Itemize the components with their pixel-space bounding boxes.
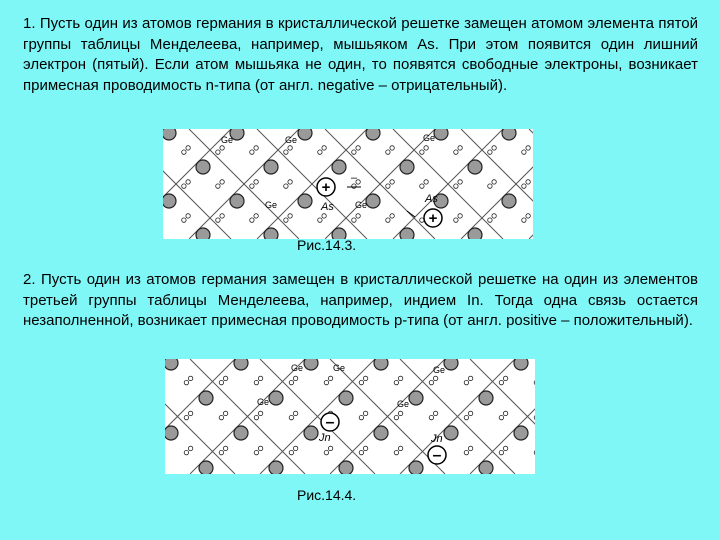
bond-electron (289, 380, 293, 384)
impurity-atom-as-1 (317, 178, 335, 196)
germanium-atom (199, 391, 213, 405)
bond-electron (526, 146, 530, 150)
bond-electron (289, 450, 293, 454)
germanium-atom (514, 359, 528, 370)
bond-electron (254, 380, 258, 384)
bond-electron (258, 376, 262, 380)
germanium-atom (269, 461, 283, 474)
bond-electron (398, 446, 402, 450)
label-ge: Ge (221, 135, 234, 145)
bond-electron (394, 415, 398, 419)
bond-electron (293, 446, 297, 450)
bond-electron (216, 218, 220, 222)
figure-caption-14-3: Рис.14.3. (297, 237, 357, 253)
germanium-atom (374, 359, 388, 370)
germanium-atom (366, 194, 380, 208)
bond-electron (258, 411, 262, 415)
germanium-atom (400, 160, 414, 174)
bond-electron (420, 184, 424, 188)
bond-electron (318, 150, 322, 154)
bond-electron (526, 180, 530, 184)
paragraph-n-type: 1. Пусть один из атомов германия в кристаллической решетке замещен атомом элемента пятой группы таблицы Менделеева, например, мышьяком As. При этом появится один лишний электрон (пятый). Если атом мышьяка не один, то появятся свободные электроны, возникает примесная проводимость n-типа (от англ. negative – отрицательный). (23, 15, 698, 94)
bond-electron (468, 446, 472, 450)
bond-electron (458, 180, 462, 184)
paragraph-p-type: 2. Пусть один из атомов германия замещен в кристаллической решетке на один из элементов третьей группы таблицы Менделеева, например, индием In. Тогда одна связь остается незаполненной, возникает примесная проводимость p-типа (от англ. positive – положительный). (23, 271, 698, 329)
lattice-diagram-n-type (163, 129, 533, 239)
bond-electron (186, 146, 190, 150)
lattice-diagram-p-type (165, 359, 535, 474)
bond-electron (182, 218, 186, 222)
bond-electron (424, 180, 428, 184)
bond-electron (390, 180, 394, 184)
germanium-atom (502, 194, 516, 208)
germanium-atom (339, 461, 353, 474)
bond-electron (464, 380, 468, 384)
germanium-atom (374, 426, 388, 440)
bond-electron (534, 450, 535, 454)
bond-electron (534, 380, 535, 384)
bond-electron (322, 146, 326, 150)
bond-electrons (184, 359, 535, 474)
bond-electron (433, 411, 437, 415)
label-ge: Ge (433, 365, 446, 375)
bond-electron (492, 146, 496, 150)
bond-electron (363, 411, 367, 415)
bond-electron (324, 450, 328, 454)
impurity-charge-sign: + (428, 210, 438, 227)
germanium-atom (502, 129, 516, 140)
bond-electron (188, 376, 192, 380)
germanium-atom (444, 359, 458, 370)
bond-electron (322, 214, 326, 218)
bond-electron (284, 184, 288, 188)
impurity-charge-sign: – (325, 414, 335, 431)
bond-electron (216, 150, 220, 154)
bond-electron (182, 184, 186, 188)
bond-electron (219, 415, 223, 419)
bond-electron (359, 415, 363, 419)
bond-line (461, 129, 533, 239)
bond-electron (526, 214, 530, 218)
bond-electron (352, 184, 356, 188)
bond-electron (398, 411, 402, 415)
germanium-atom (409, 461, 423, 474)
bond-electron (288, 214, 292, 218)
germanium-atom (298, 129, 312, 140)
germanium-atom (434, 129, 448, 140)
bond-electron (184, 450, 188, 454)
bond-electron (522, 150, 526, 154)
bond-electron (464, 415, 468, 419)
bond-electron (284, 150, 288, 154)
bond-electron (363, 376, 367, 380)
bond-electron (420, 150, 424, 154)
bond-electron (254, 146, 258, 150)
bond-electron (186, 214, 190, 218)
label-ge: Ge (333, 363, 346, 373)
bond-electron (424, 146, 428, 150)
germanium-atom (196, 228, 210, 239)
bond-electron (216, 184, 220, 188)
germanium-atom (304, 426, 318, 440)
electron-arrow (407, 211, 415, 217)
bond-electron (356, 146, 360, 150)
germanium-atom (196, 160, 210, 174)
bond-electron (394, 380, 398, 384)
bond-electron (182, 150, 186, 154)
impurity-atom-in-1 (321, 413, 339, 431)
bond-electron (359, 380, 363, 384)
bond-electron (288, 180, 292, 184)
germanium-atom (304, 359, 318, 370)
bond-electron (293, 411, 297, 415)
bond-electron (186, 180, 190, 184)
bond-electron (220, 146, 224, 150)
label-as: As (321, 201, 334, 213)
bond-electron (468, 376, 472, 380)
germanium-atom (165, 426, 178, 440)
germanium-atom (264, 160, 278, 174)
free-electron-sign: – (351, 172, 358, 184)
figure-n-type-lattice (163, 129, 533, 239)
impurity-atom-in-2 (428, 446, 446, 464)
label-in: Jn (431, 433, 443, 445)
bond-electron (454, 150, 458, 154)
label-ge: Ge (397, 399, 410, 409)
bond-electron (429, 380, 433, 384)
bond-electron (433, 376, 437, 380)
germanium-atom (409, 391, 423, 405)
germanium-atom (339, 391, 353, 405)
bond-electron (288, 146, 292, 150)
bond-electron (394, 450, 398, 454)
bond-electron (488, 218, 492, 222)
label-as: As (425, 193, 438, 205)
germanium-atom (165, 359, 178, 370)
bond-electron (250, 184, 254, 188)
bond-electron (352, 150, 356, 154)
bond-electron (328, 376, 332, 380)
bond-electron (488, 150, 492, 154)
bond-electron (352, 218, 356, 222)
bond-electron (219, 380, 223, 384)
bond-electron (503, 376, 507, 380)
bond-electron (250, 218, 254, 222)
germanium-atom (199, 461, 213, 474)
bond-electron (223, 376, 227, 380)
bond-electron (503, 411, 507, 415)
germanium-atom (163, 194, 176, 208)
germanium-atom (400, 228, 414, 239)
germanium-atoms (163, 129, 516, 239)
bond-electron (468, 411, 472, 415)
label-ge: Ge (285, 135, 298, 145)
bond-electron (386, 150, 390, 154)
bond-electron (499, 450, 503, 454)
germanium-atom (444, 426, 458, 440)
bond-electron (188, 446, 192, 450)
bond-electron (254, 415, 258, 419)
bond-electron (328, 446, 332, 450)
bond-electron (363, 446, 367, 450)
bond-electron (454, 184, 458, 188)
bond-electron (492, 180, 496, 184)
bond-electron (398, 376, 402, 380)
bond-electron (503, 446, 507, 450)
germanium-atom (514, 426, 528, 440)
germanium-atom (366, 129, 380, 140)
bond-electron (324, 380, 328, 384)
bond-electron (488, 184, 492, 188)
impurity-charge-sign: + (321, 179, 331, 196)
bond-electron (356, 214, 360, 218)
bond-electron (220, 180, 224, 184)
germanium-atom (234, 426, 248, 440)
bond-electron (390, 214, 394, 218)
bond-electron (458, 146, 462, 150)
bond-electron (289, 415, 293, 419)
germanium-atom (298, 194, 312, 208)
bond-electron (254, 180, 258, 184)
germanium-atom (468, 228, 482, 239)
label-ge: Ge (257, 397, 270, 407)
label-ge: Ge (423, 133, 436, 143)
bond-electron (258, 446, 262, 450)
bond-electron (522, 218, 526, 222)
bond-electron (318, 218, 322, 222)
germanium-atom (230, 194, 244, 208)
bond-electron (223, 411, 227, 415)
bond-electron (359, 450, 363, 454)
bond-electron (184, 415, 188, 419)
bond-electron (458, 214, 462, 218)
germanium-atom (264, 228, 278, 239)
bond-electron (454, 218, 458, 222)
impurity-charge-sign: – (432, 447, 442, 464)
germanium-atom (479, 461, 493, 474)
bond-electron (499, 415, 503, 419)
bond-electron (386, 218, 390, 222)
label-in: Jn (319, 432, 331, 444)
germanium-atom (479, 391, 493, 405)
bond-electron (429, 415, 433, 419)
germanium-atom (332, 160, 346, 174)
label-ge: Ge (265, 200, 278, 210)
figure-caption-14-4: Рис.14.4. (297, 487, 357, 503)
bond-electron (223, 446, 227, 450)
bond-electron (188, 411, 192, 415)
bond-electron (390, 146, 394, 150)
label-ge: Ge (355, 200, 368, 210)
germanium-atom (269, 391, 283, 405)
bond-electron (254, 450, 258, 454)
bond-electron (499, 380, 503, 384)
germanium-atom (163, 129, 176, 140)
bond-electron (254, 214, 258, 218)
germanium-atom (468, 160, 482, 174)
bond-electron (250, 150, 254, 154)
bond-electron (386, 184, 390, 188)
germanium-atom (234, 359, 248, 370)
bond-electron (492, 214, 496, 218)
bond-electron (184, 380, 188, 384)
bond-electron (219, 450, 223, 454)
label-ge: Ge (291, 363, 304, 373)
bond-line (461, 129, 533, 239)
bond-electron (293, 376, 297, 380)
bond-electron (522, 184, 526, 188)
bond-electron (464, 450, 468, 454)
bond-electron (220, 214, 224, 218)
figure-p-type-lattice (165, 359, 535, 474)
bond-electron (534, 415, 535, 419)
bond-electron (284, 218, 288, 222)
impurity-atom-as-2 (424, 209, 442, 227)
